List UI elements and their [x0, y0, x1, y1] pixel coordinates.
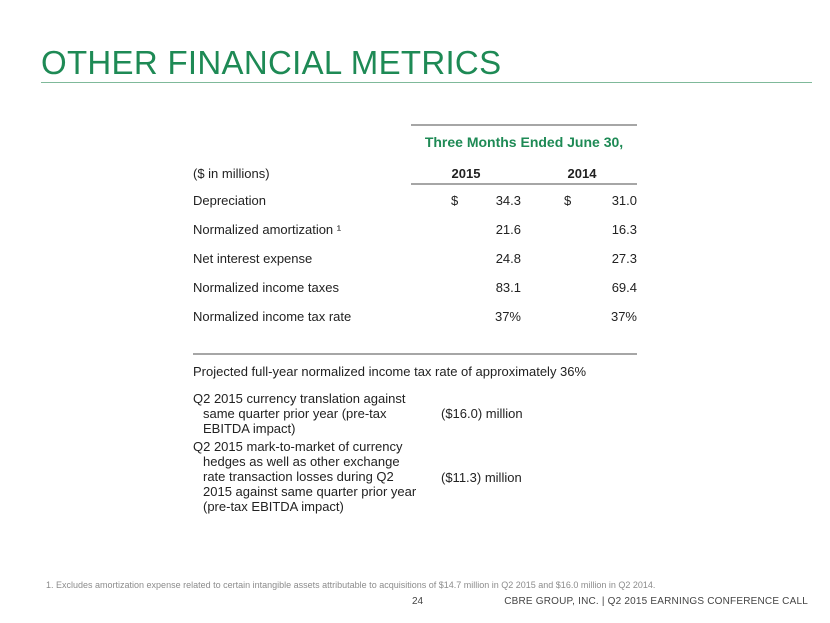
currency-symbol-2015: $: [451, 193, 459, 208]
row-label-normalized-income-tax-rate: Normalized income tax rate: [193, 309, 352, 324]
mark-to-market-value: ($11.3) million: [441, 470, 522, 485]
footnote: 1. Excludes amortization expense related to certain intangible assets attributable to acquisitions of $14.7 million in Q2 2015 and $16.0 million in Q2 2014.: [46, 580, 656, 590]
unit-label: ($ in millions): [193, 166, 270, 181]
mark-to-market-label: Q2 2015 mark-to-market of currency hedges as well as other exchange rate transaction losses during Q2 2015 against same quarter prior year (pre-tax EBITDA impact): [193, 439, 417, 514]
page-number: 24: [412, 596, 424, 607]
value-2015-normalized-income-tax-rate: 37%: [494, 309, 521, 324]
projected-tax-rate-note: Projected full-year normalized income tax rate of approximately 36%: [193, 364, 587, 379]
table-bottom-rule: [193, 353, 637, 355]
currency-translation-label: Q2 2015 currency translation against same quarter prior year (pre-tax EBITDA impact): [193, 391, 406, 436]
column-header-rule: [411, 183, 637, 185]
footer-company-label: CBRE GROUP, INC. | Q2 2015 EARNINGS CONFERENCE CALL: [504, 596, 808, 607]
value-2015-net-interest-expense: 24.8: [495, 251, 521, 266]
value-2014-normalized-amortization: 16.3: [611, 222, 637, 237]
currency-symbol-2014: $: [564, 193, 572, 208]
period-header-top-rule: [411, 124, 637, 126]
value-2014-depreciation: 31.0: [611, 193, 637, 208]
value-2014-net-interest-expense: 27.3: [611, 251, 637, 266]
page-title: OTHER FINANCIAL METRICS: [41, 44, 502, 81]
value-2014-normalized-income-taxes: 69.4: [611, 280, 637, 295]
value-2015-depreciation: 34.3: [495, 193, 521, 208]
row-label-net-interest-expense: Net interest expense: [193, 251, 313, 266]
value-2015-normalized-income-taxes: 83.1: [495, 280, 521, 295]
row-label-normalized-amortization: Normalized amortization ¹: [193, 222, 342, 237]
column-header-2014: 2014: [567, 166, 597, 181]
period-header: Three Months Ended June 30,: [424, 134, 624, 150]
value-2015-normalized-amortization: 21.6: [495, 222, 521, 237]
row-label-normalized-income-taxes: Normalized income taxes: [193, 280, 339, 295]
title-divider: [41, 82, 812, 83]
value-2014-normalized-income-tax-rate: 37%: [610, 309, 637, 324]
currency-translation-value: ($16.0) million: [441, 406, 523, 421]
row-label-depreciation: Depreciation: [193, 193, 266, 208]
column-header-2015: 2015: [451, 166, 481, 181]
